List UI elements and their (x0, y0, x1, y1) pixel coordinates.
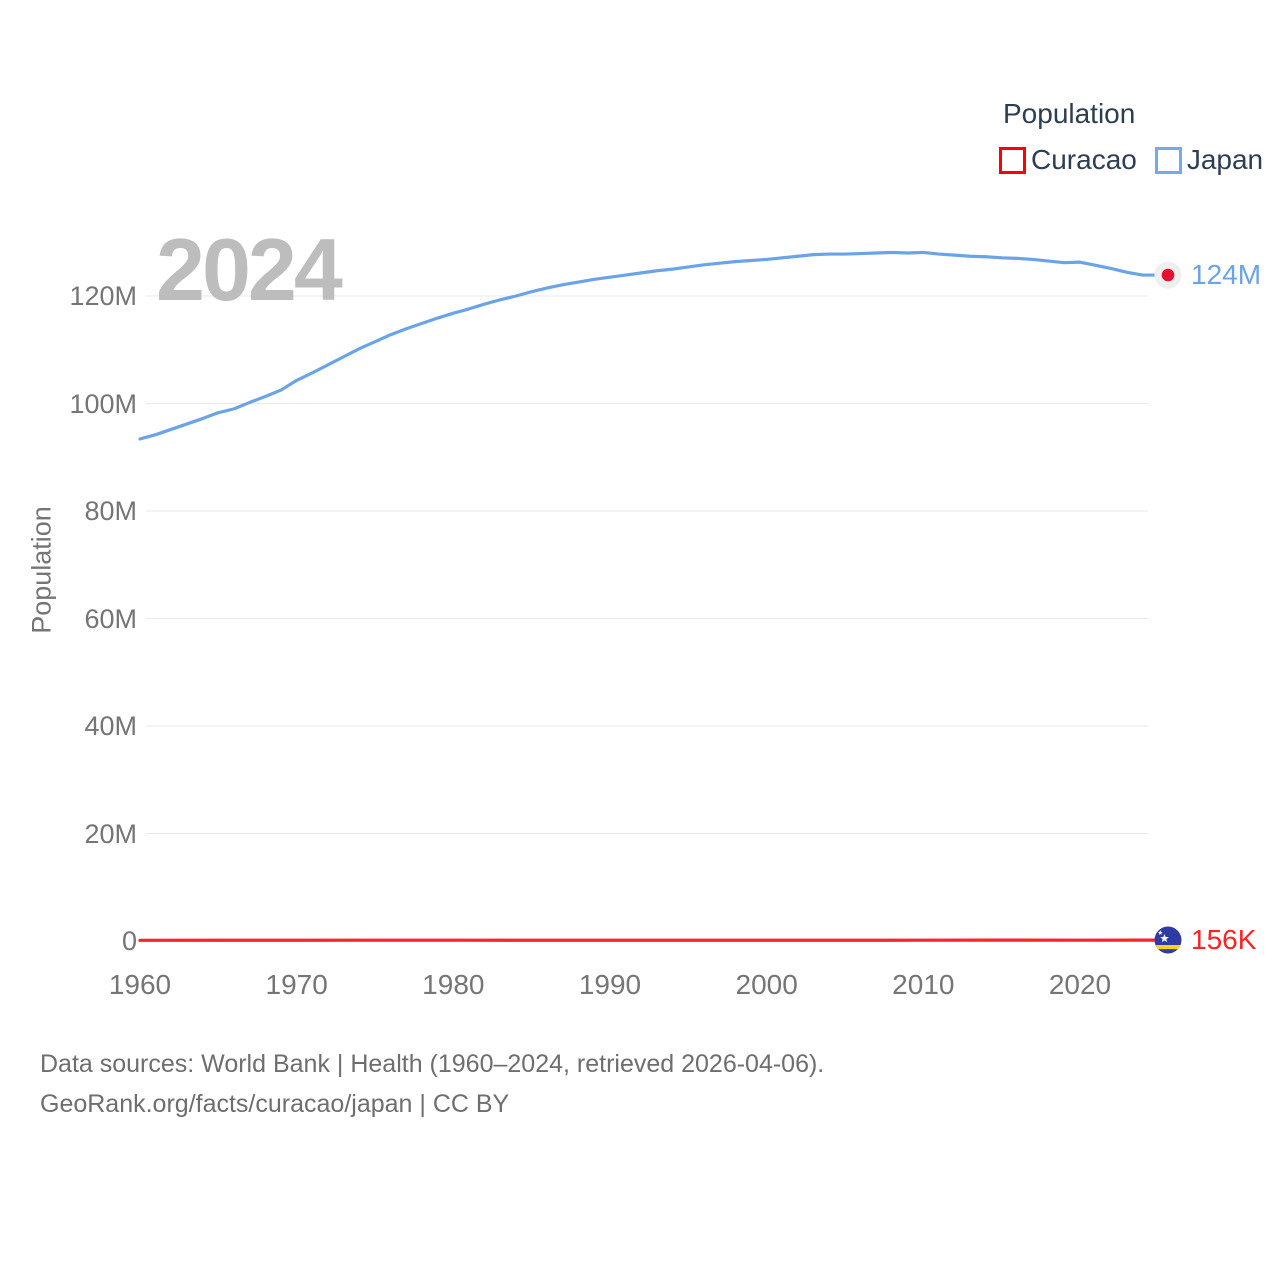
y-tick-label-0: 0 (121, 926, 137, 956)
y-tick-label-100M: 100M (69, 388, 137, 419)
x-tick-label-2020: 2020 (1048, 969, 1112, 1000)
y-tick-label-120M: 120M (69, 281, 137, 311)
attribution-line: GeoRank.org/facts/curacao/japan | CC BY (40, 1090, 510, 1118)
japan-flag-icon (1154, 261, 1182, 289)
y-tick-label-20M: 20M (84, 818, 137, 849)
japan-end-marker (1154, 261, 1261, 289)
legend-item-label: Curacao (1031, 144, 1137, 175)
data-sources-line: Data sources: World Bank | Health (1960–2024, retrieved 2026-04-06). (40, 1050, 825, 1078)
x-tick-label-2000: 2000 (735, 969, 798, 1000)
legend-item-japan[interactable] (1155, 144, 1263, 176)
x-tick-label-1980: 1980 (422, 969, 485, 1000)
y-tick-label-60M: 60M (84, 603, 137, 634)
legend-title: Population (1003, 98, 1136, 129)
legend-item-label: Japan (1186, 144, 1264, 175)
y-tick-label-80M: 80M (84, 496, 137, 526)
japan-swatch-icon (1155, 147, 1182, 174)
legend (999, 98, 1263, 176)
footer (40, 1044, 824, 1124)
curacao-end-value: 156K (1191, 924, 1257, 956)
year-watermark: 2024 (156, 220, 340, 319)
x-tick-label-1960: 1960 (108, 969, 172, 1000)
x-tick-label-1990: 1990 (578, 969, 642, 1000)
curacao-swatch-icon (999, 147, 1026, 174)
y-tick-label-40M: 40M (84, 711, 137, 741)
curacao-flag-icon (1154, 926, 1182, 954)
legend-items (999, 144, 1263, 176)
x-tick-label-1970: 1970 (265, 969, 328, 1000)
curacao-end-marker (1154, 926, 1256, 954)
japan-end-value: 124M (1191, 259, 1262, 291)
x-tick-label-2010: 2010 (892, 969, 955, 1000)
y-axis-title: Population (26, 506, 57, 634)
legend-item-curacao[interactable] (999, 144, 1137, 176)
